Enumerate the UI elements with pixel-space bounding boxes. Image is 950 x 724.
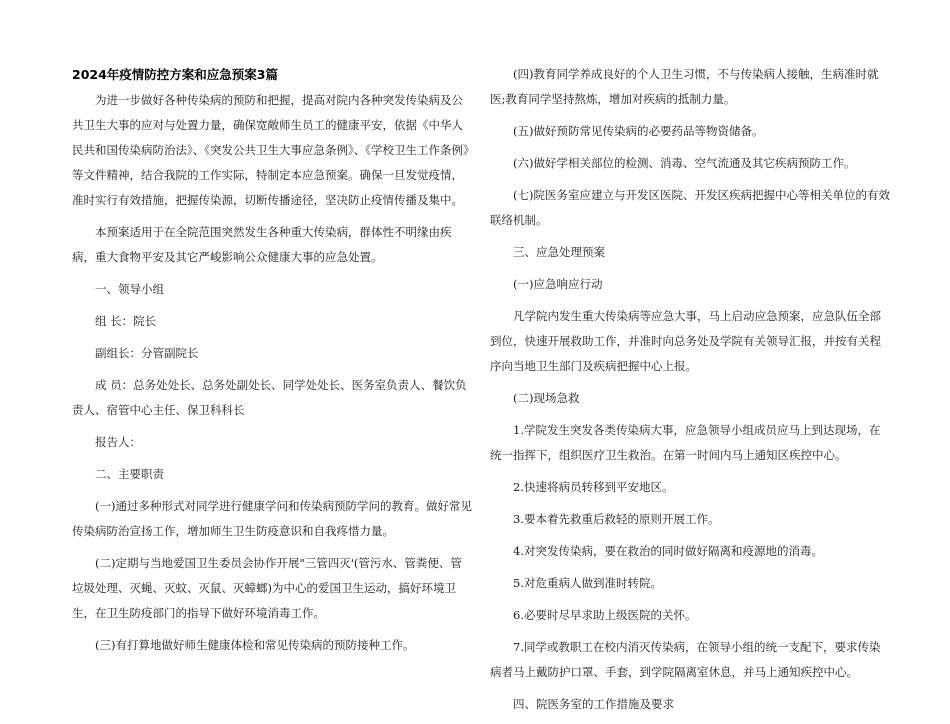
duty-item-6: (六)做好学相关部位的检测、消毒、空气流通及其它疾病预防工作。	[513, 156, 856, 170]
reporter-line: 报告人：	[95, 435, 141, 449]
leader-line: 组 长：院长	[95, 314, 157, 328]
duty-item-4: (四)教育同学养成良好的个人卫生习惯，不与传染病人接触，生病准时就医;教育同学坚持熬炼，增加对疾病的抵制力量。	[490, 67, 879, 106]
first-aid-item-6: 6.必要时尽早求助上级医院的关怀。	[513, 608, 697, 622]
section-heading-clinic-measures: 四、院医务室的工作措施及要求	[513, 697, 674, 711]
duty-item-7: (七)院医务室应建立与开发区医院、开发区疾病把握中心等相关单位的有效联络机制。	[490, 188, 890, 227]
first-aid-item-4: 4.对突发传染病，要在救治的同时做好隔离和疫源地的消毒。	[513, 544, 823, 558]
response-paragraph: 凡学院内发生重大传染病等应急大事，马上启动应急预案，应急队伍全部到位，快速开展救助工作，并准时向总务处及学院有关领导汇报，并按有关程序向当地卫生部门及疾病把握中心上报。	[490, 309, 881, 373]
intro-paragraph: 为进一步做好各种传染病的预防和把握，提高对院内各种突发传染病及公共卫生大事的应对与处置力量，确保宽敞师生员工的健康平安，依据《中华人民共和国传染病防治法》、《突发公共卫生大事应急条例》、《学校卫生工作条例》等文件精神，结合我院的工作实际，特制定本应急预案。确保一旦发觉疫情，准时实行有效措施，把握传染源，切断传播途径，坚决防止疫情传播及集中。	[72, 93, 469, 207]
section-heading-emergency-plan: 三、应急处理预案	[513, 245, 605, 259]
section-heading-leadership: 一、领导小组	[95, 282, 164, 296]
subheading-response: (一)应急响应行动	[513, 277, 603, 291]
scope-paragraph: 本预案适用于在全院范围突然发生各种重大传染病，群体性不明缘由疾病，重大食物平安及其它严峻影响公众健康大事的应急处置。	[72, 225, 452, 264]
members-line: 成 员：总务处处长、总务处副处长、同学处处长、医务室负责人、餐饮负责人、宿管中心主任、保卫科科长	[72, 378, 467, 417]
first-aid-item-3: 3.要本着先救重后救轻的原则开展工作。	[513, 512, 720, 526]
duty-item-3: (三)有打算地做好师生健康体检和常见传染病的预防接种工作。	[95, 638, 415, 652]
document-title: 2024年疫情防控方案和应急预案3篇	[72, 67, 278, 82]
left-column	[72, 62, 472, 665]
deputy-leader-line: 副组长：分管副院长	[95, 346, 199, 360]
first-aid-item-7: 7.同学或教职工在校内消灭传染病，在领导小组的统一支配下，要求传染病者马上戴防护口罩、手套，到学院隔离室休息，并马上通知疾控中心。	[490, 640, 881, 679]
duty-item-2: (二)定期与当地爱国卫生委员会协作开展"三管四灭'(管污水、管粪便、管垃圾处理、灭蝇、灭蚊、灭鼠、灭蟑螂)为中心的爱国卫生运动，搞好环境卫生，在卫生防疫部门的指导下做好环境消毒工作。	[72, 556, 462, 620]
subheading-first-aid: (二)现场急救	[513, 391, 580, 405]
section-heading-duties: 二、主要职责	[95, 467, 164, 481]
right-column	[490, 62, 890, 724]
first-aid-item-1: 1.学院发生突发各类传染病大事，应急领导小组成员应马上到达现场，在统一指挥下，组织医疗卫生救治。在第一时间内马上通知区疾控中心。	[490, 423, 881, 462]
duty-item-5: (五)做好预防常见传染病的必要药品等物资储备。	[513, 124, 764, 138]
first-aid-item-2: 2.快速将病员转移到平安地区。	[513, 480, 674, 494]
duty-item-1: (一)通过多种形式对同学进行健康学问和传染病预防学问的教育。做好常见传染病防治宣扬工作，增加师生卫生防疫意识和自我疼惜力量。	[72, 499, 472, 538]
first-aid-item-5: 5.对危重病人做到准时转院。	[513, 576, 662, 590]
